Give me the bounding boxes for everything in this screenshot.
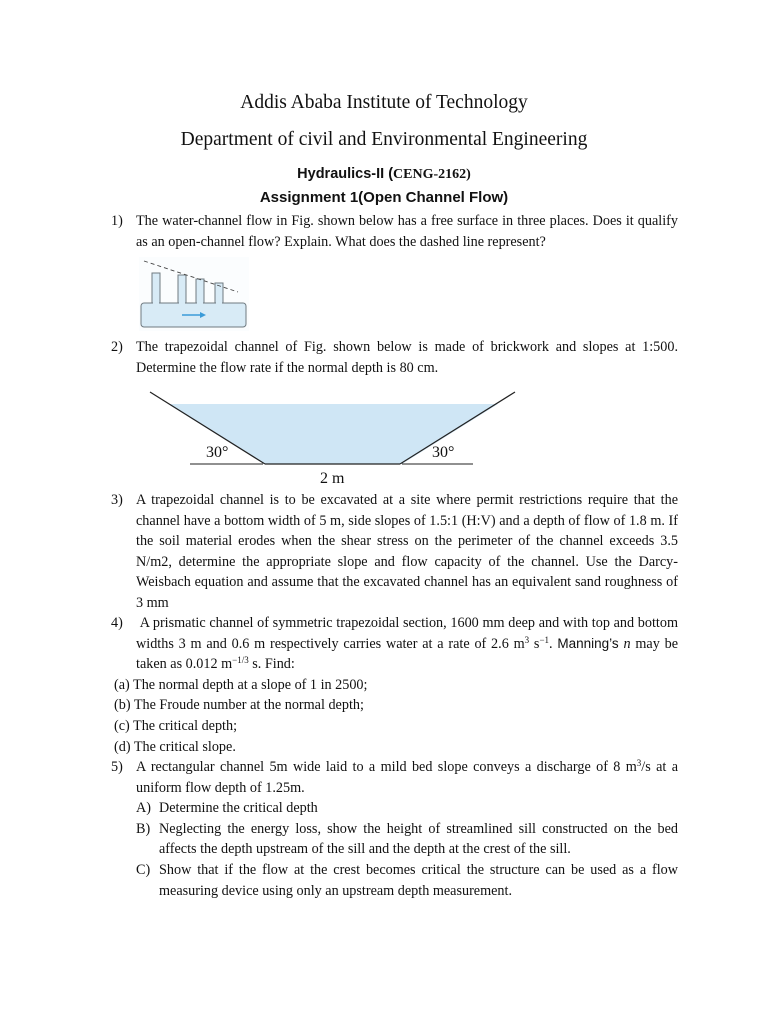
- institute-title: Addis Ababa Institute of Technology: [240, 92, 528, 113]
- question-4: [112, 613, 678, 757]
- course-title: [0, 166, 768, 183]
- question-number: 3): [111, 492, 123, 508]
- sub-question-b: (b) The Froude number at the normal depth;: [114, 697, 364, 714]
- question-number: 1): [111, 213, 123, 229]
- question-text: The trapezoidal channel of Fig. shown below is made of brickwork and slopes at 1:500. Determine the flow rate if the normal depth is 80 cm.: [136, 339, 678, 376]
- angle-left-label: 30°: [206, 444, 229, 461]
- question-5: [112, 757, 678, 901]
- question-text: The water-channel flow in Fig. shown below has a free surface in three places. Does it qualify as an open-channel flow? Explain. What does the dashed line represent?: [136, 213, 678, 250]
- question-number: 2): [111, 339, 123, 355]
- sub-question-B: B) Neglecting the energy loss, show the height of streamlined sill constructed on the bed affects the depth upstream of the sill and the depth at the crest of the sill.: [136, 820, 678, 858]
- course-name: Hydraulics-II (: [297, 166, 394, 182]
- sub-question-A: A) Determine the critical depth: [136, 800, 318, 817]
- question-text: A rectangular channel 5m wide laid to a mild bed slope conveys a discharge of 8 $m^3/s$ at a uniform flow depth of 1.25m.: [136, 758, 679, 796]
- question-number: 4): [111, 615, 123, 631]
- sub-question-c: (c) The critical depth;: [114, 717, 238, 734]
- trapezoidal-channel-figure: [140, 386, 530, 490]
- bottom-width-label: 2 m: [320, 470, 345, 487]
- question-text: A trapezoidal channel is to be excavated at a site where permit restrictions require that the channel have a bottom width of 5 m, side slopes of 1.5:1 (H:V) and a depth of flow of 1.8 m. If the soil material erodes when the shear stress on the perimeter of the channel exceeds 3.5 N/m2, determine the appropriate slope and flow capacity of the channel. Use the Darcy-Weisbach equation and assume that the excavated channel has an equivalent sand roughness of 3 mm: [136, 492, 678, 611]
- water-channel-figure: [138, 257, 250, 331]
- question-1: [112, 211, 678, 252]
- sub-question-a: (a) The normal depth at a slope of 1 in 2500;: [114, 676, 368, 693]
- angle-right-label: 30°: [432, 444, 455, 461]
- question-2: [112, 337, 678, 378]
- sub-question-d: (d) The critical slope.: [114, 738, 236, 755]
- sub-question-C: C) Show that if the flow at the crest becomes critical the structure can be used as a flow measuring device using only an upstream depth measurement.: [136, 861, 678, 899]
- question-3: [112, 490, 678, 614]
- question-text: A prismatic channel of symmetric trapezoidal section, 1600 mm deep and with top and bottom widths 3 m and 0.6 m respectively carries water at a rate of 2.6 $m^3$ $s^{-1}$. Manning’s n may be taken as 0.012 $m^{-1/3}$ s. Find:: [136, 615, 679, 673]
- assignment-title: Assignment 1(Open Channel Flow): [259, 189, 509, 206]
- question-number: 5): [111, 759, 123, 775]
- department-title: Department of civil and Environmental Engineering: [180, 129, 588, 150]
- course-code: CENG-2162): [393, 167, 471, 182]
